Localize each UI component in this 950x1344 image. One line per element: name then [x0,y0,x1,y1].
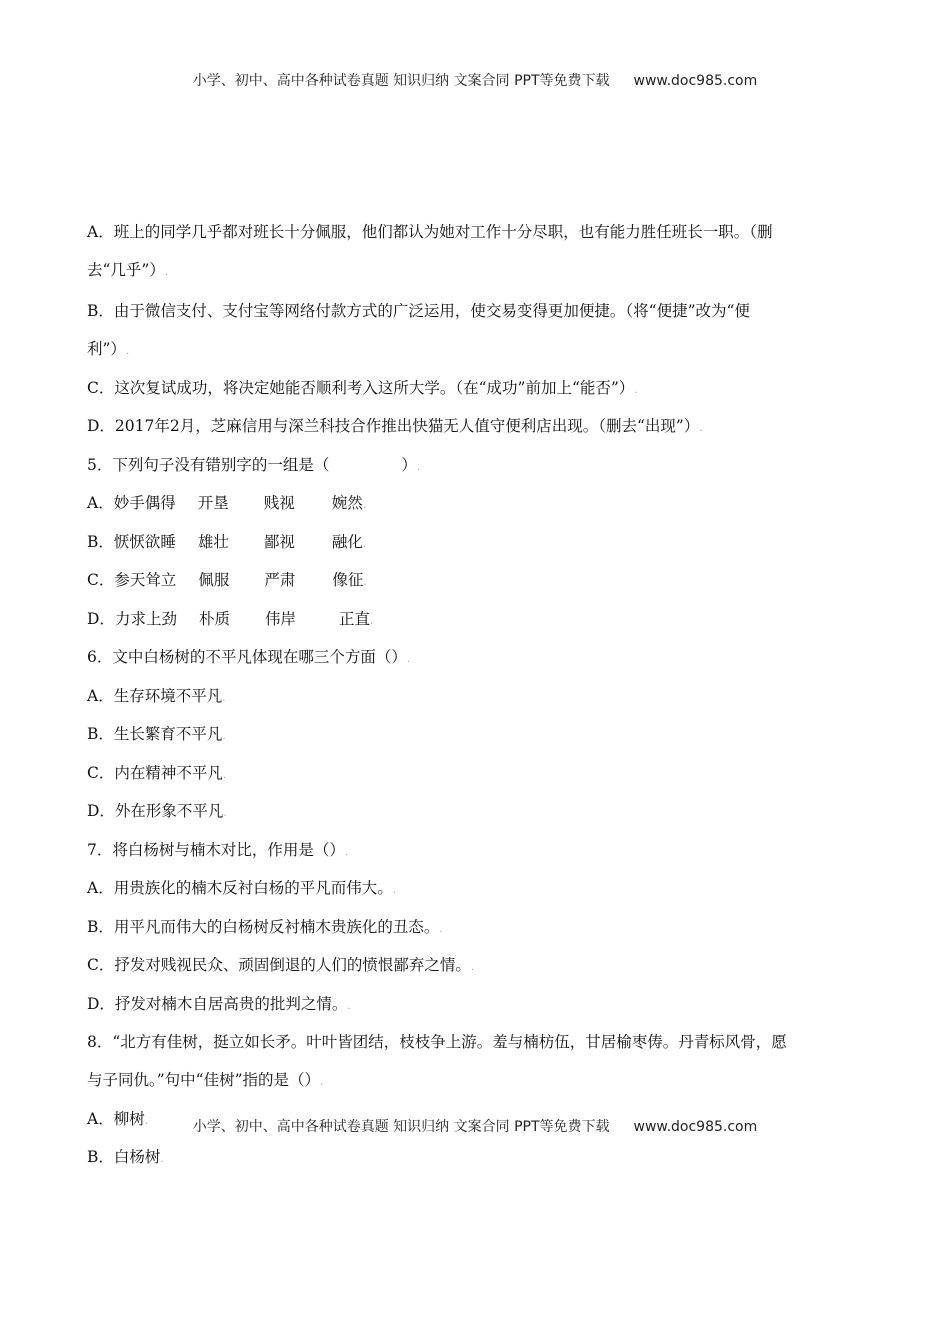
option-word-1: 恹恹欲睡 [113,532,176,551]
q6-option-b-text: B．生长繁育不平凡 [87,725,223,743]
q6-option-a-text: A．生存环境不平凡 [87,686,223,705]
paragraph-mark: . [362,538,367,550]
footer-text: 小学、初中、高中各种试卷真题 知识归纳 文案合同 PPT等免费下载 [192,1119,610,1135]
q6-option-d-text: D．外在形象不平凡 [87,802,224,820]
option-word-2: 佩服 [198,571,230,589]
q4-option-a-line1: A．班上的同学几乎都对班长十分佩服，他们都认为她对工作十分尽职，也有能力胜任班长一职。（删 [87,223,773,241]
option-word-1: 参天耸立 [114,571,177,589]
q7-option-c [87,955,857,978]
option-word-3: 鄙视 [263,532,295,551]
paragraph-mark: . [223,808,227,819]
q7-option-b-text: B．用平凡而伟大的白杨树反衬楠木贵族化的丑态。 [87,917,440,936]
option-label: C． [87,571,115,589]
header-site[interactable]: www.doc985.com [633,73,758,89]
paragraph-mark: . [347,1000,351,1012]
option-label: B． [87,532,114,551]
q8-stem-text2: 与子同仇。”句中“佳树”指的是（） [87,1071,321,1089]
q6-stem [87,647,857,670]
q5-stem [87,455,857,478]
q4-option-d-text: D．2017年2月，芝麻信用与深兰科技合作推出快猫无人值守便利店出现。（删去“出现”） [87,417,700,435]
paragraph-mark: . [416,461,421,473]
q4-option-a-text2: 去“几乎”） [87,261,165,279]
paragraph-mark: . [362,500,366,511]
q4-option-b-text2: 利”） [87,340,126,358]
paragraph-mark: . [634,384,638,396]
paragraph-mark: . [369,615,374,627]
paragraph-mark: . [222,692,226,704]
paragraph-mark: . [222,731,226,742]
option-word-3: 严肃 [264,571,296,589]
paragraph-mark: . [392,885,396,896]
option-word-1: 力求上劲 [114,609,177,628]
option-word-4: 正直 [338,609,370,628]
q5-stem-close: ） [401,455,417,474]
paragraph-mark: . [222,769,227,781]
paragraph-mark: . [406,654,411,665]
q6-option-c-text: C．内在精神不平凡 [87,763,223,782]
option-word-4: 婉然 [331,494,363,512]
q5-option-c [87,570,857,593]
header-text: 小学、初中、高中各种试卷真题 知识归纳 文案合同 PPT等免费下载 [192,73,610,89]
q4-option-a-line2 [87,260,857,283]
option-word-3: 贱视 [263,494,295,512]
q7-stem [87,840,857,863]
q6-option-a [87,686,857,709]
q7-option-c-text: C．抒发对贱视民众、顽固倒退的人们的愤恨鄙弃之情。 [87,956,471,974]
option-word-2: 开垦 [197,494,229,512]
q8-stem-line2 [87,1070,857,1093]
option-word-2: 雄壮 [197,532,229,551]
paragraph-mark: . [439,923,443,935]
q7-option-d [87,994,857,1017]
q6-option-b [87,724,857,747]
q7-stem-text: 7．将白杨树与楠木对比，作用是（） [87,840,345,859]
paragraph-mark: . [164,267,169,278]
option-word-4: 像征 [332,571,364,589]
paragraph-mark: . [363,577,367,588]
page-footer [0,1116,950,1136]
q7-option-d-text: D．抒发对楠木自居高贵的批判之情。 [87,994,348,1013]
q4-option-d [87,416,857,439]
q4-option-c [87,378,857,401]
option-word-4: 融化 [331,532,363,551]
page-header [0,70,950,90]
option-word-3: 伟岸 [264,609,296,628]
document-body [87,222,857,1170]
footer-site[interactable]: www.doc985.com [633,1119,758,1135]
paragraph-mark: . [470,962,475,973]
paragraph-mark: . [320,1077,324,1088]
q8-option-a-text: A．柳树 [87,1109,145,1128]
q4-option-c-text: C．这次复试成功，将决定她能否顺利考入这所大学。（在“成功”前加上“能否”） [87,378,635,397]
paragraph-mark: . [144,1115,148,1127]
q6-option-c [87,763,857,786]
q7-option-b [87,917,857,940]
paragraph-mark: . [699,423,703,434]
q4-option-b-line1: B．由于微信支付、支付宝等网络付款方式的广泛运用，使交易变得更加便捷。（将“便捷”改为“便 [87,302,750,320]
q8-option-b [87,1147,857,1170]
q7-option-a [87,878,857,901]
paragraph-mark: . [160,1154,164,1165]
q8-stem-line1: 8．“北方有佳树，挺立如长矛。叶叶皆团结，枝枝争上游。羞与楠枋伍，甘居榆枣俦。丹青标风骨，愿 [87,1033,787,1051]
option-word-2: 朴质 [198,609,230,628]
q7-option-a-text: A．用贵族化的楠木反衬白杨的平凡而伟大。 [87,879,393,897]
q8-option-b-text: B．白杨树 [87,1148,161,1166]
q6-stem-text: 6．文中白杨树的不平凡体现在哪三个方面（） [87,648,407,666]
q5-option-a [87,493,857,516]
q5-option-b [87,532,857,555]
paragraph-mark: . [125,346,130,357]
q6-option-d [87,801,857,824]
paragraph-mark: . [344,846,349,858]
option-label: D． [87,609,115,628]
q5-option-d [87,609,857,632]
q5-stem-text: 5．下列句子没有错别字的一组是（ [87,455,330,474]
option-label: A． [87,494,114,512]
option-word-1: 妙手偶得 [113,494,176,512]
q4-option-b-line2 [87,339,857,362]
